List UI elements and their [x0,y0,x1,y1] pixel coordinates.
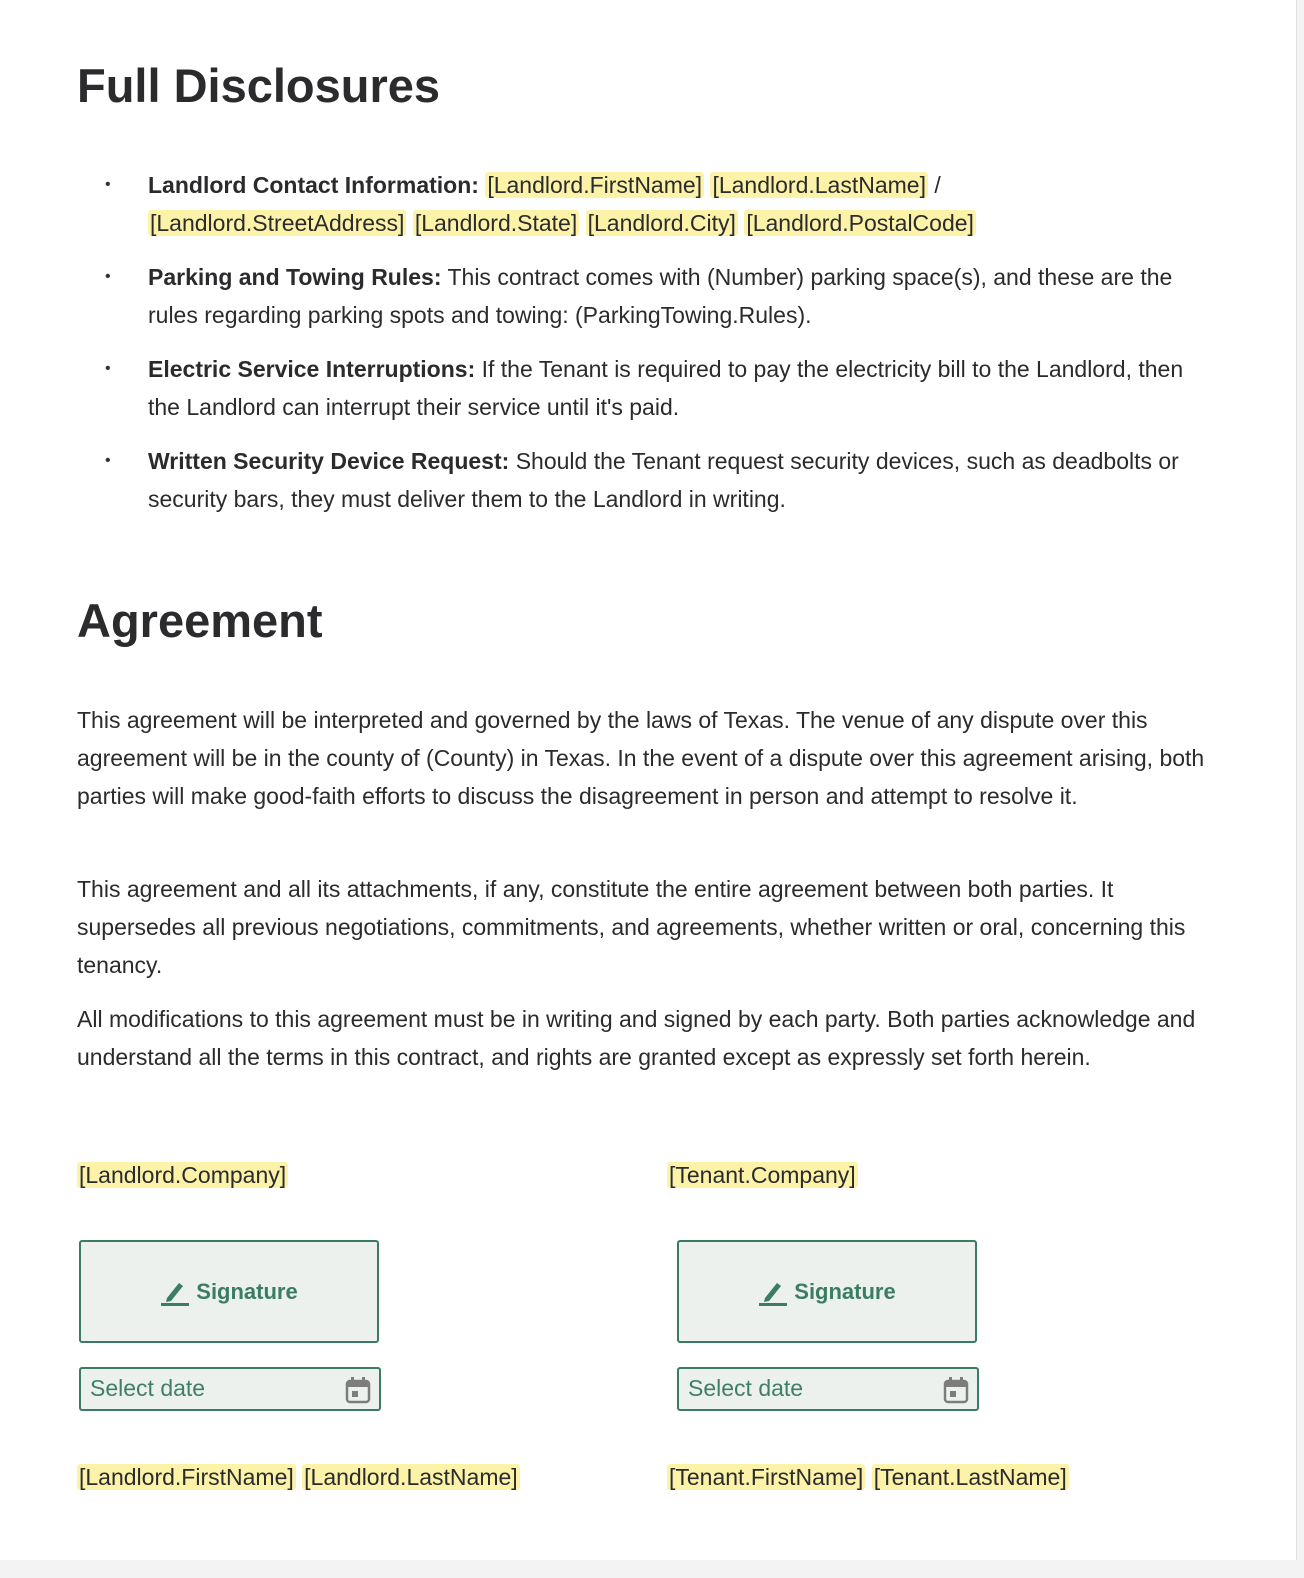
landlord-name [77,1458,520,1496]
date-placeholder: Select date [90,1375,206,1401]
list-item-security-device [105,442,1185,518]
placeholder-token: [Landlord.Company] [79,1162,287,1188]
list-item-landlord-contact [105,166,1185,242]
tenant-signature-button[interactable] [677,1240,977,1343]
tenant-company [667,1156,858,1194]
tenant-name [667,1458,1069,1496]
agreement-paragraph: This agreement will be interpreted and governed by the laws of Texas. The venue of any dispute over this agreement will be in the county of (County) in Texas. In the event of a dispute over this agreement arising, both parties will make good-faith efforts to discuss the disagreement in person and attempt to resolve it. [77,707,1205,809]
placeholder-token: [Landlord.StreetAddress] [150,210,405,236]
signature-label: Signature [794,1278,896,1304]
agreement-paragraph: This agreement and all its attachments, if any, constitute the entire agreement between both parties. It supersedes all previous negotiations, commitments, and agreements, whether written or oral, concerning this tenancy. [77,876,1186,978]
bullet-icon: • [105,176,111,193]
agreement-heading: Agreement [77,594,323,647]
placeholder-token: [Tenant.LastName] [873,1464,1067,1490]
tenant-date-field[interactable] [677,1367,979,1411]
placeholder-token: [Landlord.FirstName] [79,1464,294,1490]
calendar-icon [345,1376,371,1404]
placeholder-token: [Landlord.State] [414,210,578,236]
pen-icon [160,1277,190,1307]
list-item-parking [105,258,1185,334]
item-label: Written Security Device Request: [148,448,510,474]
item-text: This contract comes with (Number) parking space(s), and these are the rules regarding parking spots and towing: (ParkingTowing.Rules). [148,264,1173,328]
landlord-signature-button[interactable] [79,1240,379,1343]
placeholder-token: [Landlord.LastName] [304,1464,518,1490]
item-text: If the Tenant is required to pay the electricity bill to the Landlord, then the Landlord can interrupt their service until it's paid. [148,356,1184,420]
placeholder-token: [Tenant.Company] [669,1162,856,1188]
placeholder-token: [Landlord.LastName] [712,172,926,198]
date-placeholder: Select date [688,1375,804,1401]
full-disclosures-heading: Full Disclosures [77,59,441,112]
signature-label: Signature [196,1278,298,1304]
placeholder-token: [Landlord.PostalCode] [746,210,974,236]
disclosures-list [105,166,1185,534]
landlord-company [77,1156,288,1194]
agreement-paragraph: All modifications to this agreement must be in writing and signed by each party. Both parties acknowledge and understand all the terms in this contract, and rights are granted except as expressly set forth herein. [77,1006,1196,1070]
bullet-icon: • [105,268,111,285]
placeholder-token: [Tenant.FirstName] [669,1464,864,1490]
item-label: Electric Service Interruptions: [148,356,476,382]
bullet-icon: • [105,452,111,469]
list-item-electric [105,350,1185,426]
calendar-icon [943,1376,969,1404]
item-label: Landlord Contact Information: [148,172,479,198]
pen-icon [758,1277,788,1307]
separator: / [934,172,941,198]
landlord-date-field[interactable] [79,1367,381,1411]
item-text: Should the Tenant request security devices, such as deadbolts or security bars, they must deliver them to the Landlord in writing. [148,448,1179,512]
placeholder-token: [Landlord.FirstName] [487,172,703,198]
bullet-icon: • [105,360,111,377]
placeholder-token: [Landlord.City] [587,210,736,236]
item-label: Parking and Towing Rules: [148,264,442,290]
